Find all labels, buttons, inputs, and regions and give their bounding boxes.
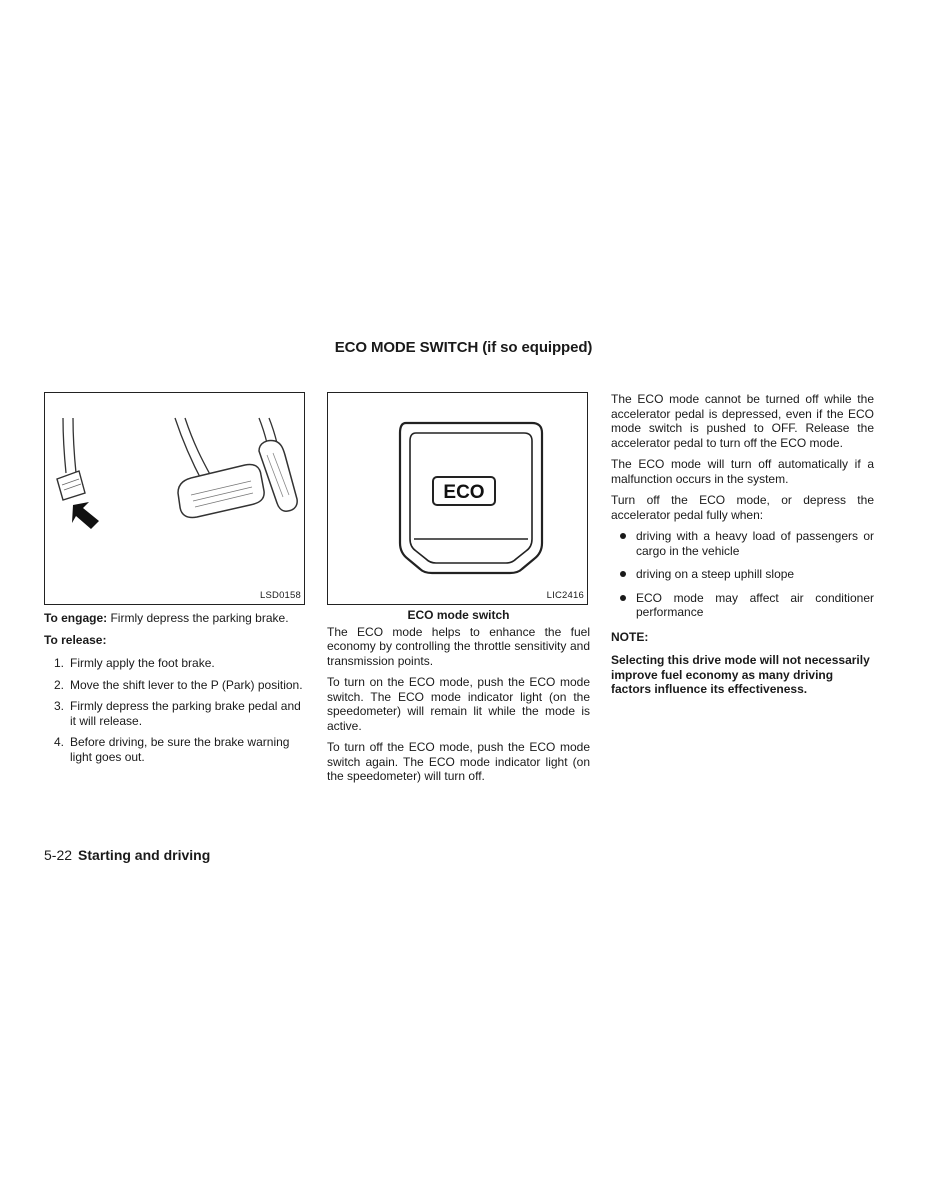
- left-column: [44, 392, 307, 771]
- step-number: 1.: [54, 656, 65, 670]
- list-item: [44, 678, 307, 693]
- bullet-icon: [620, 595, 626, 601]
- step-number: 2.: [54, 677, 65, 692]
- step-number: 4.: [54, 735, 65, 749]
- eco-switch-illustration: [328, 393, 587, 604]
- eco-switch-label: ECO: [443, 482, 485, 503]
- list-item: [44, 656, 307, 671]
- release-label: To release:: [44, 632, 107, 647]
- paragraph: The ECO mode cannot be turned off while the accelerator pedal is depressed, even if the ECO mode switch is pushed to OFF. Release the accelerator pedal to turn off the ECO mode.: [611, 392, 874, 450]
- bullet-text: ECO mode may affect air conditioner performance: [636, 590, 874, 619]
- middle-column: [327, 392, 590, 791]
- step-text: Before driving, be sure the brake warning light goes out.: [70, 735, 290, 764]
- eco-switch-figure: [327, 392, 588, 605]
- engage-instruction: [44, 611, 307, 626]
- conditions-list: [611, 529, 874, 620]
- list-item: [611, 529, 874, 558]
- figure-code: LSD0158: [259, 589, 301, 601]
- release-steps: [44, 656, 307, 764]
- paragraph: The ECO mode will turn off automatically if a malfunction occurs in the system.: [611, 457, 874, 486]
- section-title: Starting and driving: [78, 847, 211, 863]
- page-footer: [44, 847, 210, 863]
- note-heading: NOTE:: [611, 629, 649, 644]
- figure-code: LIC2416: [546, 589, 584, 601]
- parking-brake-figure: [44, 392, 305, 605]
- page-number: 5-22: [44, 847, 73, 863]
- page-title: ECO MODE SWITCH (if so equipped): [334, 339, 593, 356]
- paragraph: The ECO mode helps to enhance the fuel economy by controlling the throttle sensitivity and transmission points.: [327, 624, 590, 668]
- step-text: Firmly apply the foot brake.: [70, 656, 215, 670]
- bullet-icon: [620, 533, 626, 539]
- engage-label: To engage:: [44, 611, 108, 625]
- bullet-text: driving with a heavy load of passengers or cargo in the vehicle: [636, 529, 874, 558]
- list-item: [44, 735, 307, 764]
- bullet-icon: [620, 571, 626, 577]
- list-item: [611, 567, 874, 582]
- step-text: Firmly depress the parking brake pedal and it will release.: [70, 699, 301, 728]
- note-text: Selecting this drive mode will not necessarily improve fuel economy as many driving factors influence its effectiveness.: [611, 653, 870, 696]
- paragraph: To turn on the ECO mode, push the ECO mode switch. The ECO mode indicator light (on the speedometer) will remain lit while the mode is active.: [327, 675, 590, 733]
- paragraph: Turn off the ECO mode, or depress the accelerator pedal fully when:: [611, 493, 874, 522]
- step-text: Move the shift lever to the P (Park) position.: [70, 677, 303, 692]
- list-item: [611, 591, 874, 620]
- figure-caption: ECO mode switch: [407, 608, 510, 622]
- bullet-text: driving on a steep uphill slope: [636, 567, 795, 581]
- list-item: [44, 699, 307, 728]
- step-number: 3.: [54, 699, 65, 713]
- parking-brake-pedal-illustration: [45, 393, 304, 604]
- right-column: [611, 392, 874, 697]
- engage-text: Firmly depress the parking brake.: [107, 611, 289, 625]
- paragraph: To turn off the ECO mode, push the ECO mode switch again. The ECO mode indicator light (on the speedometer) will turn off.: [327, 740, 590, 783]
